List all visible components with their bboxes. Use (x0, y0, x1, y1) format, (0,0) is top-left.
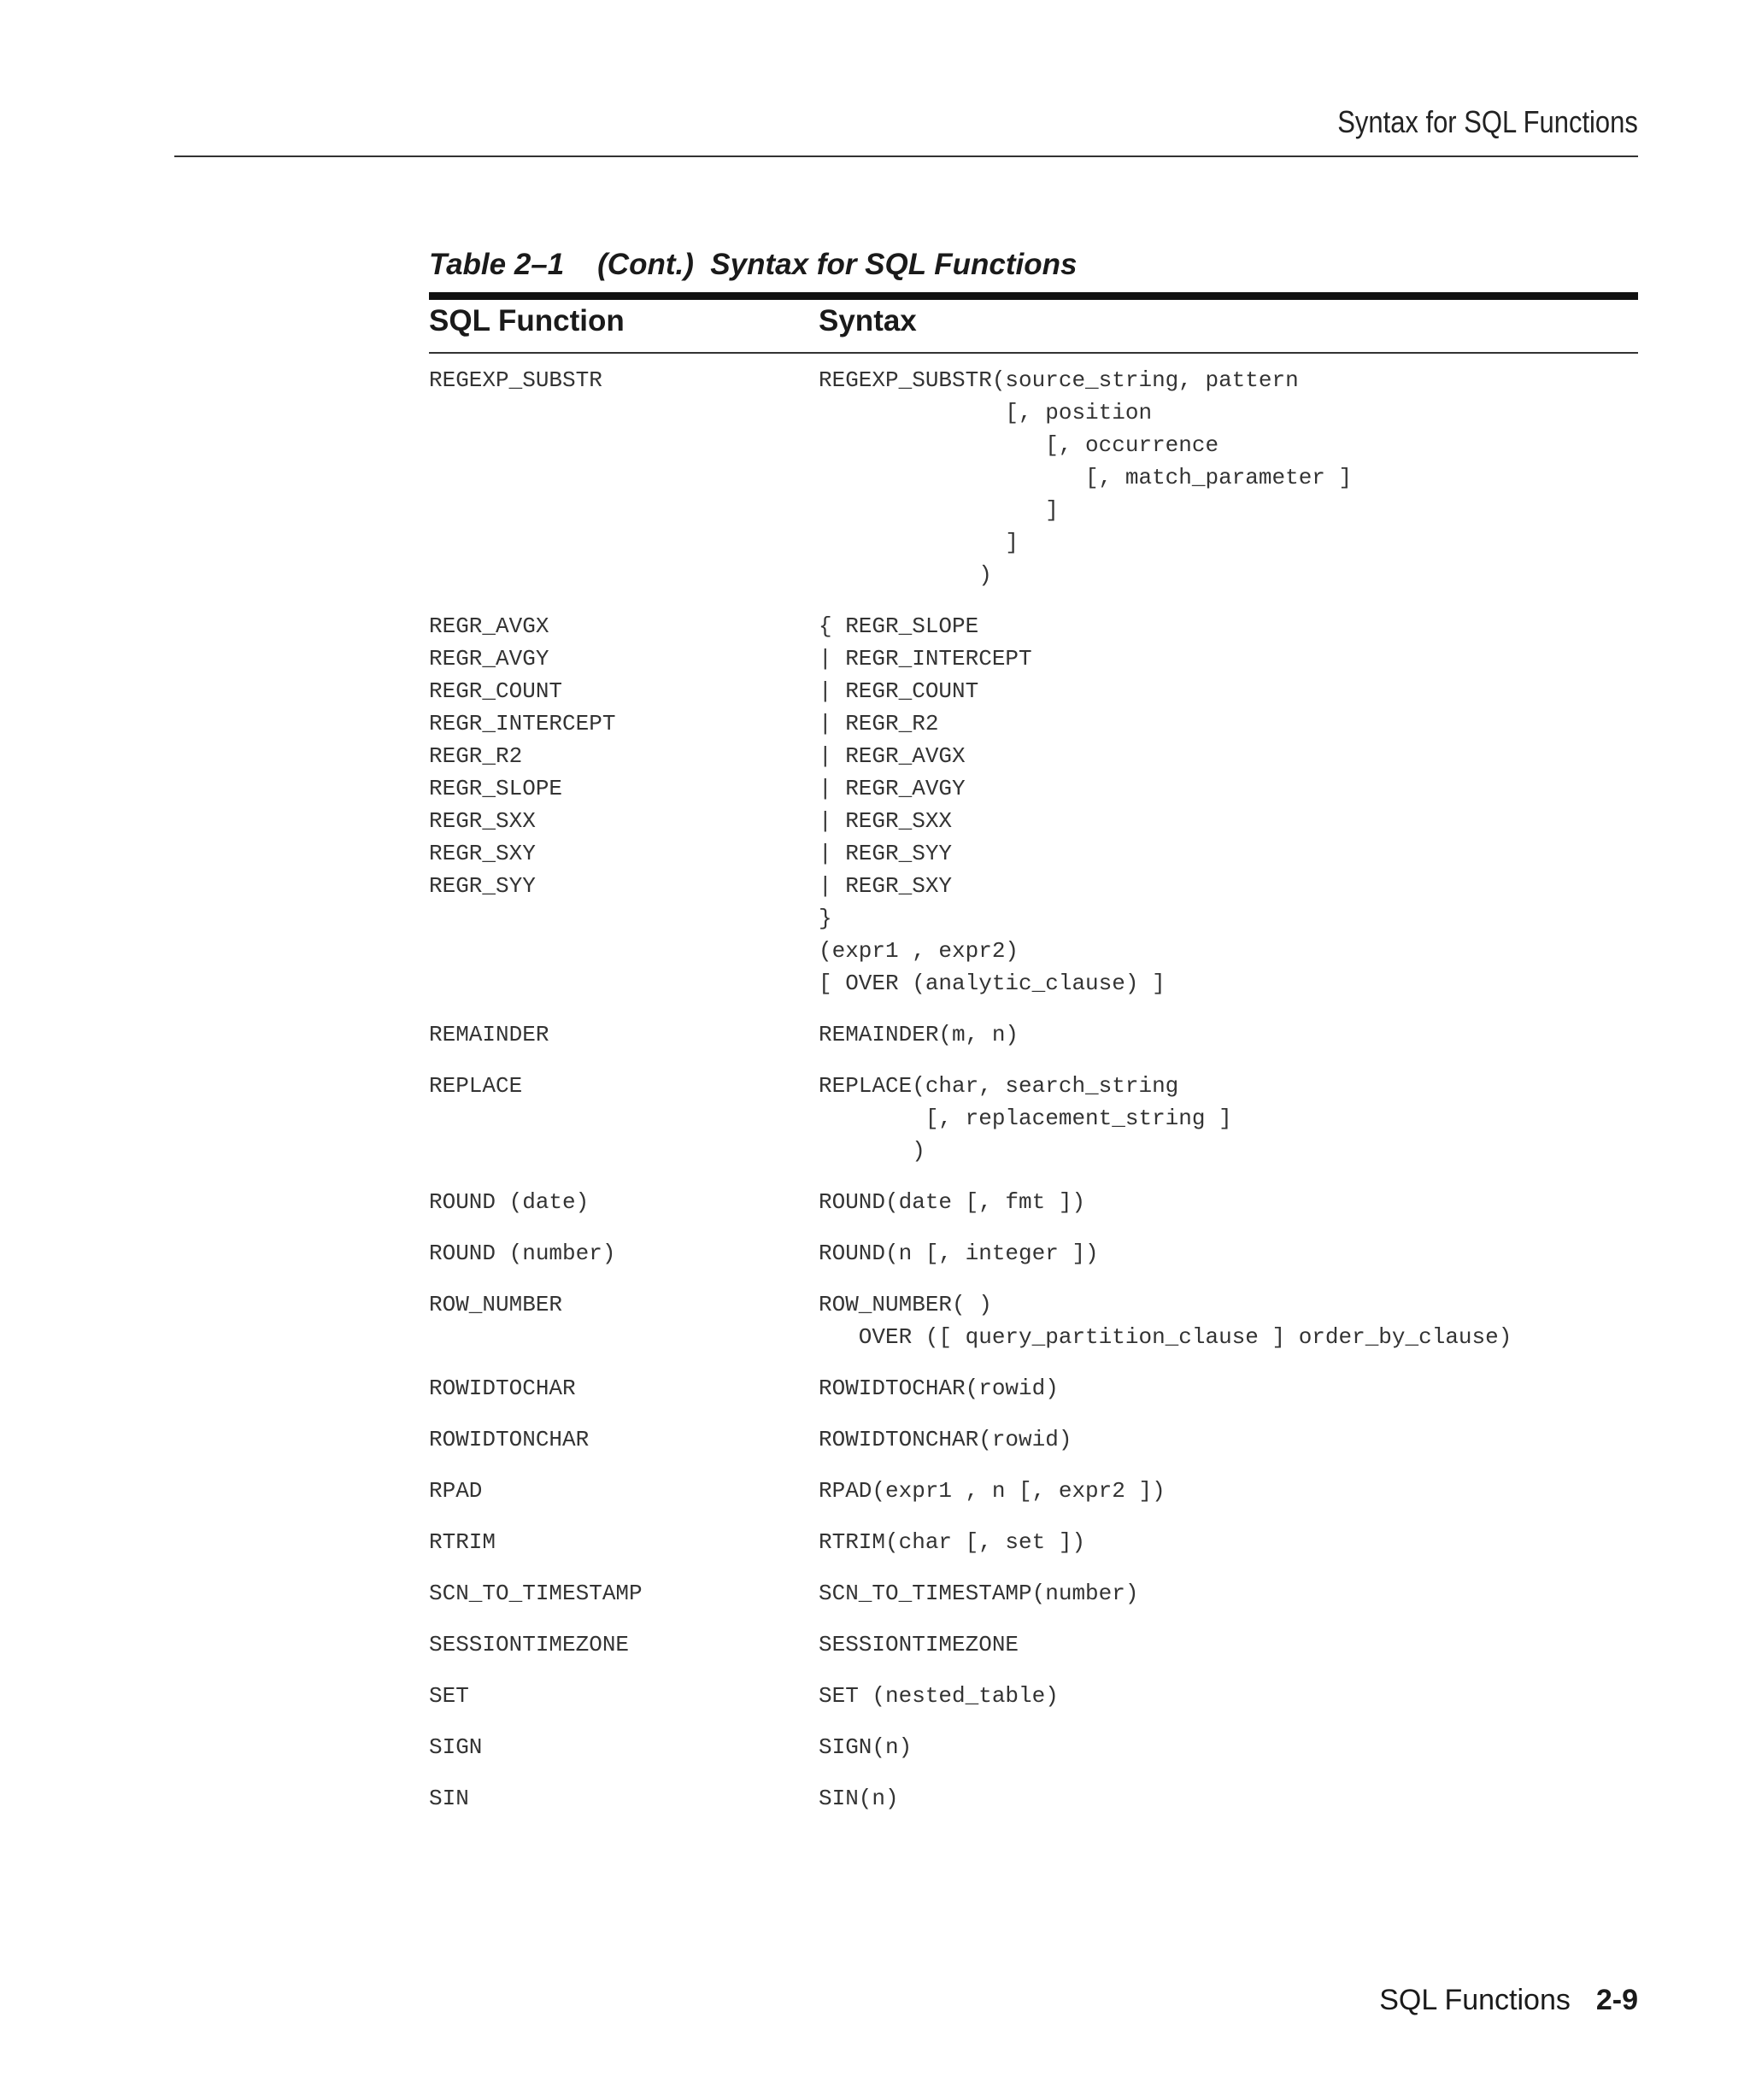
running-header: Syntax for SQL Functions (1337, 104, 1638, 139)
table-row (429, 364, 1638, 591)
column-header-syntax: Syntax (819, 304, 917, 337)
function-name-cell: REPLACE (429, 1073, 523, 1099)
function-name-cell: RTRIM (429, 1529, 496, 1555)
function-name-cell: SIGN (429, 1734, 483, 1760)
syntax-cell: RPAD(expr1 , n [, expr2 ]) (819, 1478, 1166, 1504)
syntax-cell: ROUND(n [, integer ]) (819, 1241, 1099, 1266)
table-row (429, 1423, 1638, 1456)
table-row (429, 1782, 1638, 1815)
table-row (429, 610, 1638, 1000)
table-row (429, 1070, 1638, 1167)
table-row (429, 1475, 1638, 1507)
syntax-cell: REGEXP_SUBSTR(source_string, pattern [, position [, occurrence [, match_parameter ] ] ] ) (819, 367, 1353, 588)
function-name-cell: ROW_NUMBER (429, 1292, 563, 1317)
syntax-cell: REPLACE(char, search_string [, replacement_string ] ) (819, 1073, 1232, 1164)
function-name-cell: RPAD (429, 1478, 483, 1504)
syntax-cell: SET (nested_table) (819, 1683, 1059, 1709)
table-row (429, 1526, 1638, 1558)
table-row (429, 1680, 1638, 1712)
syntax-table-body (429, 364, 1638, 1833)
function-name-cell: ROWIDTONCHAR (429, 1427, 590, 1452)
syntax-cell: SIGN(n) (819, 1734, 913, 1760)
table-row (429, 1186, 1638, 1218)
table-row (429, 1237, 1638, 1270)
function-name-cell: SCN_TO_TIMESTAMP (429, 1581, 643, 1606)
column-header-rule (429, 352, 1638, 354)
table-row (429, 1577, 1638, 1610)
function-name-cell: SIN (429, 1786, 469, 1811)
column-header-sql-function: SQL Function (429, 304, 625, 337)
table-row (429, 1288, 1638, 1353)
syntax-cell: { REGR_SLOPE | REGR_INTERCEPT | REGR_COUNT | REGR_R2 | REGR_AVGX | REGR_AVGY | REGR_SXX | REGR_SYY | REGR_SXY } (expr1 , expr2) [ OVER (analytic_clause) ] (819, 613, 1166, 996)
function-name-cell: REGEXP_SUBSTR (429, 367, 602, 393)
header-rule (174, 155, 1638, 157)
syntax-cell: ROWIDTOCHAR(rowid) (819, 1376, 1059, 1401)
syntax-cell: SIN(n) (819, 1786, 899, 1811)
syntax-cell: ROW_NUMBER( ) OVER ([ query_partition_clause ] order_by_clause) (819, 1292, 1512, 1350)
function-name-cell: REGR_AVGX REGR_AVGY REGR_COUNT REGR_INTERCEPT REGR_R2 REGR_SLOPE REGR_SXX REGR_SXY REGR_SYY (429, 613, 616, 899)
function-name-cell: REMAINDER (429, 1022, 549, 1047)
table-row (429, 1628, 1638, 1661)
table-row (429, 1372, 1638, 1405)
caption-rule (429, 292, 1638, 300)
syntax-cell: RTRIM(char [, set ]) (819, 1529, 1086, 1555)
page-footer (1379, 1984, 1638, 2017)
function-name-cell: SESSIONTIMEZONE (429, 1632, 630, 1657)
function-name-cell: ROUND (date) (429, 1189, 590, 1215)
syntax-cell: ROWIDTONCHAR(rowid) (819, 1427, 1072, 1452)
table-caption: Table 2–1 (Cont.) Syntax for SQL Functions (429, 248, 1078, 281)
function-name-cell: ROUND (number) (429, 1241, 616, 1266)
page-number: 2-9 (1595, 1984, 1638, 2016)
syntax-cell: REMAINDER(m, n) (819, 1022, 1019, 1047)
table-row (429, 1731, 1638, 1763)
footer-section-title: SQL Functions (1379, 1984, 1571, 2016)
syntax-cell: ROUND(date [, fmt ]) (819, 1189, 1086, 1215)
function-name-cell: SET (429, 1683, 469, 1709)
syntax-cell: SESSIONTIMEZONE (819, 1632, 1019, 1657)
function-name-cell: ROWIDTOCHAR (429, 1376, 576, 1401)
syntax-cell: SCN_TO_TIMESTAMP(number) (819, 1581, 1139, 1606)
table-row (429, 1018, 1638, 1051)
